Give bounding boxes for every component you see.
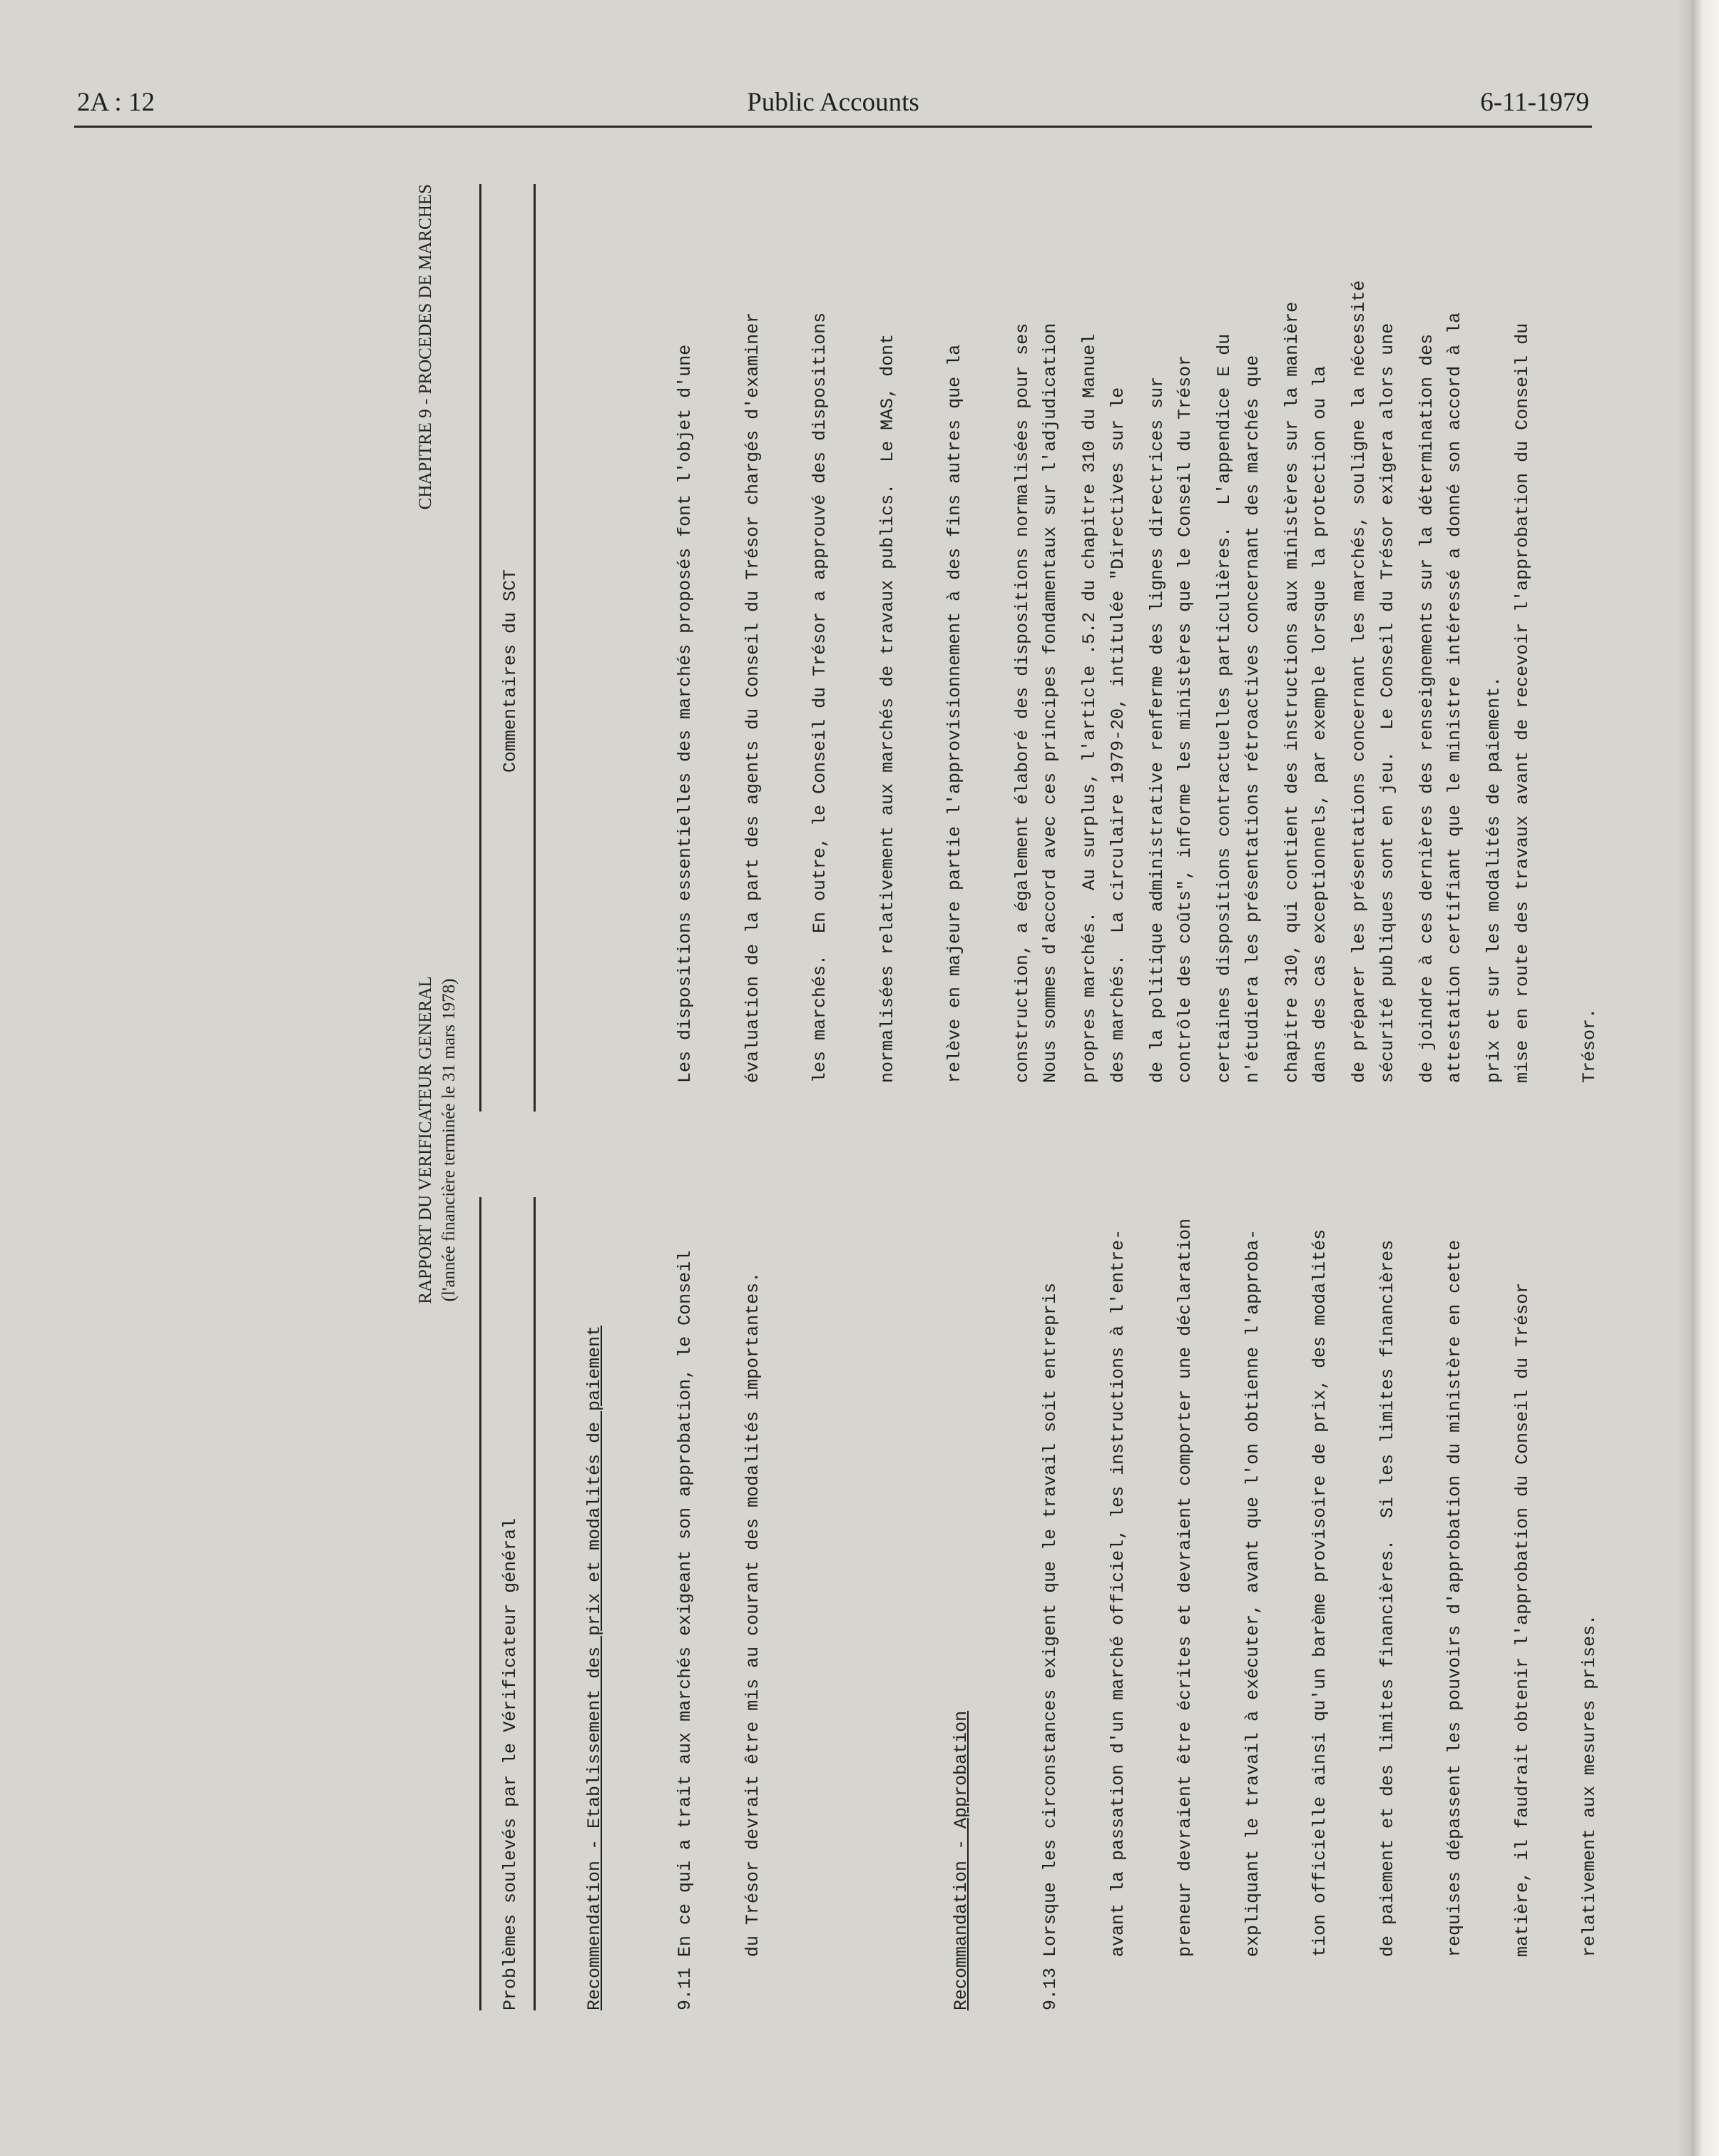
text-line: attestation certifiant que le ministre intéressé a donné son accord à la xyxy=(1444,312,1465,1083)
text-line: 9.13 Lorsque les circonstances exigent que le travail soit entrepris xyxy=(1040,1282,1061,2010)
section1-heading: Recommendation - Etablissement des prix et modalités de paiement xyxy=(584,1325,605,2010)
header-date: 6-11-1979 xyxy=(1480,88,1589,117)
page-edge xyxy=(1692,0,1719,2156)
page-edge-shadow xyxy=(1676,0,1692,2156)
running-header xyxy=(77,87,1589,123)
section2-left-text xyxy=(994,1219,1646,2010)
header-rule xyxy=(74,126,1592,128)
text-line: évaluation de la part des agents du Conseil du Trésor chargés d'examiner xyxy=(742,312,763,1083)
text-line: de la politique administrative renferme des lignes directrices sur xyxy=(1146,376,1168,1083)
text-line: Nous sommes d'accord avec ces principes fondamentaux sur l'adjudication xyxy=(1040,322,1061,1083)
text-line: n'étudiera les présentations rétroactives concernant des marchés que xyxy=(1242,355,1263,1083)
text-line: contrôle des coûts", informe les ministères que le Conseil du Trésor xyxy=(1175,355,1195,1083)
publication-title: Public Accounts xyxy=(747,88,919,117)
text-line: sécurité publiques sont en jeu. Le Conseil du Trésor exigera alors une xyxy=(1377,322,1398,1083)
report-title-line2: (l'année financière terminée le 31 mars 1978) xyxy=(439,978,459,1302)
table-top-rule-left xyxy=(479,1197,481,2010)
text-line: de joindre à ces dernières des renseignements sur la détermination des xyxy=(1416,333,1437,1083)
text-line: dans des cas exceptionnels, par exemple lorsque la protection ou la xyxy=(1310,365,1330,1083)
text-line: certaines dispositions contractuelles particulières. L'appendice E du xyxy=(1214,333,1235,1083)
table-top-rule-right xyxy=(479,184,481,1112)
text-line: requises dépassent les pouvoirs d'approbation du ministère en cette xyxy=(1444,1239,1465,2010)
text-line: relève en majeure partie l'approvisionnement à des fins autres que la xyxy=(944,344,965,1083)
report-title-block xyxy=(414,184,464,2010)
table-head-rule-right xyxy=(534,184,536,1112)
text-line: mise en route des travaux avant de recevoir l'approbation du Conseil du xyxy=(1511,322,1533,1083)
text-line: propres marchés. Au surplus, l'article .5.2 du chapitre 310 du Manuel xyxy=(1079,333,1100,1083)
report-title-line1: RAPPORT DU VERIFICATEUR GENERAL xyxy=(416,976,435,1304)
text-line: Trésor. xyxy=(1579,1007,1600,1083)
text-line: matière, il faudrait obtenir l'approbation du Conseil du Trésor xyxy=(1511,1282,1533,2010)
text-line: avant la passation d'un marché officiel, les instructions à l'entre- xyxy=(1107,1229,1128,2010)
left-column-heading: Problèmes soulevés par le Vérificateur général xyxy=(500,1517,521,2010)
text-line: expliquant le travail à exécuter, avant que l'on obtienne l'approba- xyxy=(1242,1229,1263,2010)
page-number: 2A : 12 xyxy=(77,88,155,117)
rotated-content xyxy=(414,184,1600,2010)
text-line: relativement aux mesures prises. xyxy=(1579,1614,1600,2010)
text-line: construction, a également élaboré des dispositions normalisées pour ses xyxy=(1011,322,1033,1083)
text-line: tion officielle ainsi qu'un barème provisoire de prix, des modalités xyxy=(1310,1229,1330,2010)
text-line: 9.11 En ce qui a trait aux marchés exigeant son approbation, le Conseil xyxy=(675,1250,695,2010)
text-line: les marchés. En outre, le Conseil du Trésor a approuvé des dispositions xyxy=(810,312,830,1083)
chapter-title: CHAPITRE 9 - PROCEDES DE MARCHES xyxy=(416,184,435,510)
text-line: prix et sur les modalités de paiement. xyxy=(1484,676,1504,1083)
text-line: de préparer les présentations concernant les marchés, souligne la nécessité xyxy=(1349,280,1369,1083)
text-line: du Trésor devrait être mis au courant des modalités importantes. xyxy=(742,1271,763,2010)
section1-left-text xyxy=(629,1251,809,2010)
report-title xyxy=(414,712,461,1568)
text-line: chapitre 310, qui contient des instructions aux ministères sur la manière xyxy=(1281,301,1302,1083)
section2-right-text xyxy=(994,312,1646,1083)
text-line: preneur devraient être écrites et devraient comporter une déclaration xyxy=(1175,1218,1195,2010)
text-line: normalisées relativement aux marchés de travaux publics. Le MAS, dont xyxy=(877,333,898,1083)
text-line: Les dispositions essentielles des marchés proposés font l'objet d'une xyxy=(675,344,695,1083)
text-line: des marchés. La circulaire 1979-20, intitulée "Directives sur le xyxy=(1107,387,1128,1083)
text-line: de paiement et des limites financières. Si les limites financières xyxy=(1377,1239,1398,2010)
section2-heading: Recommandation - Approbation xyxy=(951,1710,971,2010)
table-head-rule-left xyxy=(534,1197,536,2010)
right-column-heading: Commentaires du SCT xyxy=(500,569,521,773)
